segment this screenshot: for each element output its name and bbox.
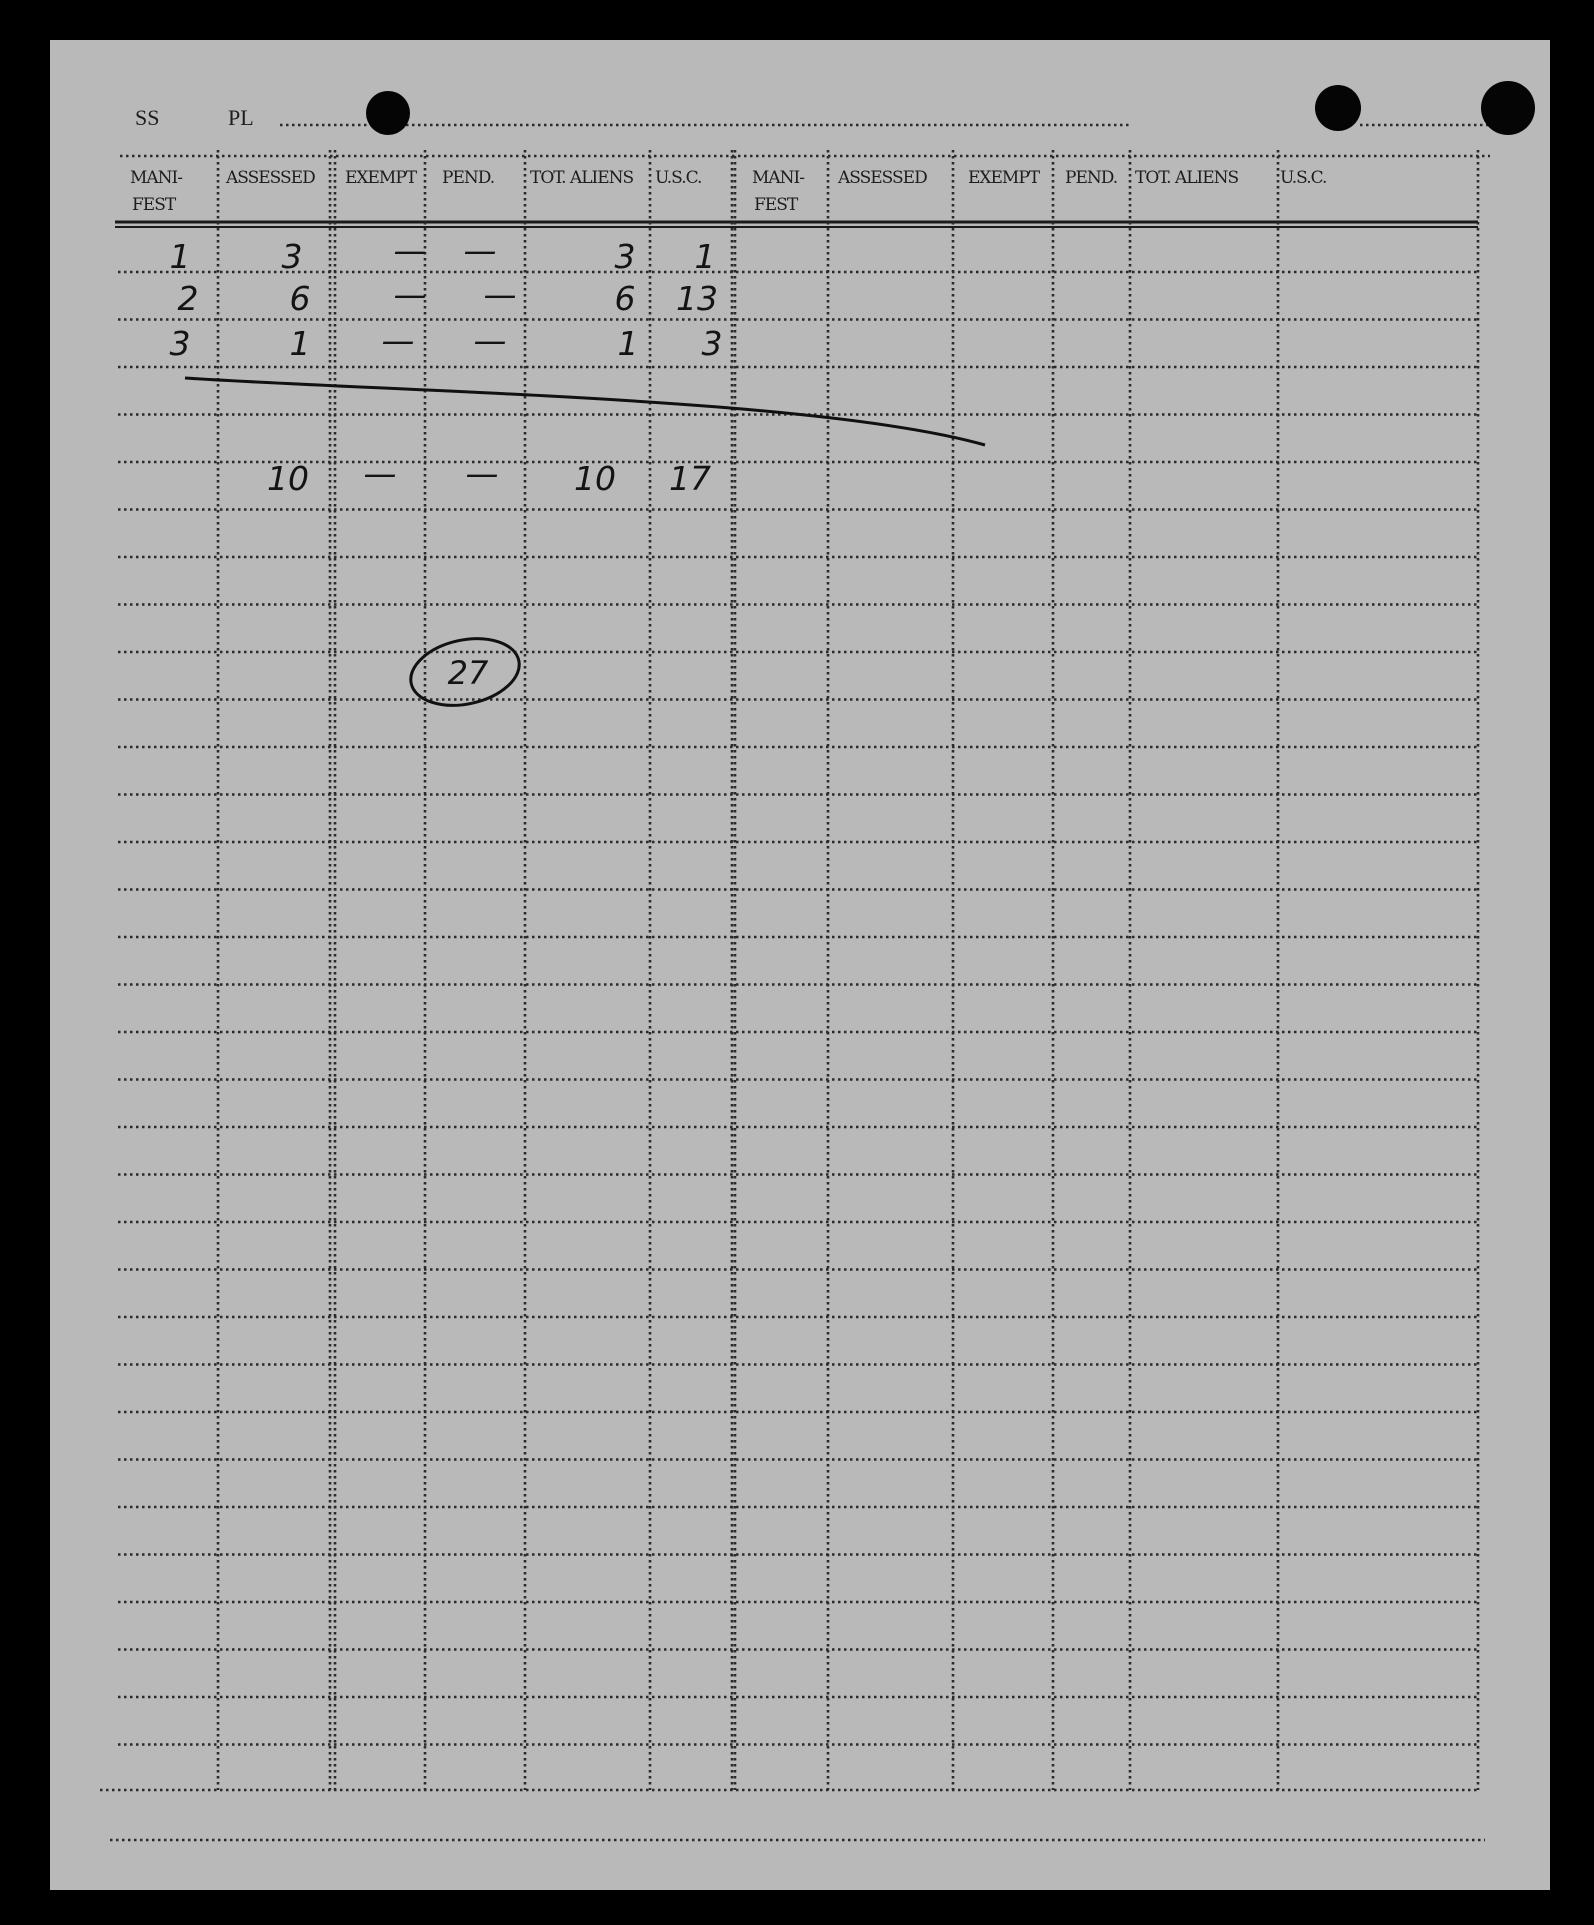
ledger-grid <box>100 150 1485 1840</box>
header-pend-label: PEND. <box>442 168 495 188</box>
cell-usc: 1 <box>694 237 716 276</box>
cell-pend: — <box>473 321 507 360</box>
pl-label: PL <box>228 105 254 130</box>
table-row <box>170 231 716 276</box>
header-assessed-label: ASSESSED <box>226 168 315 188</box>
total-pend: — <box>465 454 499 493</box>
header-tot-aliens-label: TOT. ALIENS <box>1135 168 1239 188</box>
total-usc: 17 <box>669 459 711 498</box>
header-left <box>130 168 701 215</box>
header-right <box>752 168 1326 215</box>
circled-note <box>405 629 526 714</box>
total-assessed: 10 <box>267 459 309 498</box>
punch-hole <box>366 91 410 135</box>
cell-tot-aliens: 1 <box>617 324 639 363</box>
header-exempt-label: EXEMPT <box>968 168 1040 188</box>
cell-pend: — <box>483 275 517 314</box>
punch-hole <box>1315 85 1361 131</box>
cell-exempt: — <box>393 275 427 314</box>
ss-label: SS <box>135 105 160 130</box>
cell-assessed: 1 <box>289 324 311 363</box>
table-row <box>178 275 719 318</box>
punch-hole <box>1481 81 1535 135</box>
cell-usc: 13 <box>676 279 718 318</box>
cell-exempt: — <box>393 231 427 270</box>
cell-manifest: 2 <box>177 279 199 318</box>
header-manifest-label-2: FEST <box>754 195 798 215</box>
cell-usc: 3 <box>701 324 723 363</box>
circled-number: 27 <box>447 654 489 692</box>
cell-assessed: 3 <box>281 237 303 276</box>
total-tot-aliens: 10 <box>574 459 616 498</box>
table-row <box>170 321 723 363</box>
handwritten-underline <box>185 378 985 445</box>
total-exempt: — <box>363 454 397 493</box>
header-pend-label: PEND. <box>1065 168 1118 188</box>
cell-tot-aliens: 6 <box>614 279 636 318</box>
header-manifest-label-2: FEST <box>132 195 176 215</box>
header-usc-label: U.S.C. <box>1280 168 1327 188</box>
cell-tot-aliens: 3 <box>614 237 636 276</box>
totals-row <box>267 454 711 498</box>
cell-manifest: 3 <box>169 324 191 363</box>
header-manifest-label: MANI- <box>752 168 805 188</box>
cell-pend: — <box>463 231 497 270</box>
header-assessed-label: ASSESSED <box>838 168 927 188</box>
cell-manifest: 1 <box>169 237 191 276</box>
cell-assessed: 6 <box>289 279 311 318</box>
header-manifest-label: MANI- <box>130 168 183 188</box>
cell-exempt: — <box>381 321 415 360</box>
header-tot-aliens-label: TOT. ALIENS <box>530 168 634 188</box>
header-exempt-label: EXEMPT <box>345 168 417 188</box>
header-usc-label: U.S.C. <box>655 168 702 188</box>
